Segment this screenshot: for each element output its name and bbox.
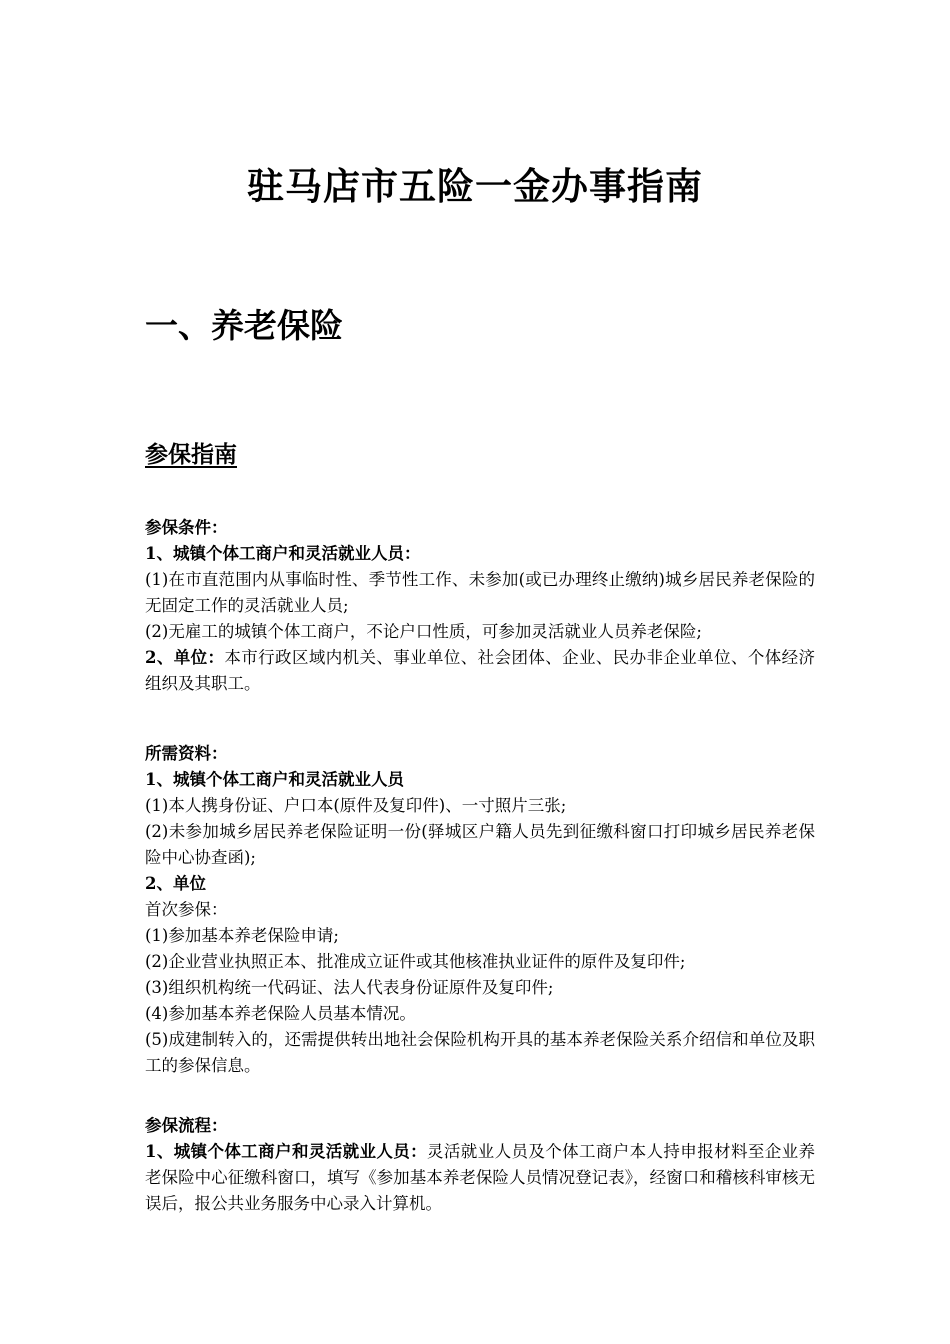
conditions-item2-heading: 2、单位： — [145, 648, 225, 667]
materials-item2-line1: (1)参加基本养老保险申请; — [145, 926, 339, 945]
materials-label: 所需资料： — [145, 744, 228, 763]
process-item1 — [145, 1139, 815, 1217]
section-heading-pension: 一、养老保险 — [145, 306, 343, 345]
conditions-section — [145, 515, 815, 697]
materials-item1-line1: (1)本人携身份证、户口本(原件及复印件)、一寸照片三张; — [145, 796, 567, 815]
conditions-label: 参保条件： — [145, 518, 228, 537]
subsection-heading-guide: 参保指南 — [145, 441, 237, 468]
materials-first-time: 首次参保： — [145, 900, 228, 919]
materials-item2-heading: 2、单位 — [145, 874, 206, 893]
materials-item2-line4: (4)参加基本养老保险人员基本情况。 — [145, 1004, 416, 1023]
process-section — [145, 1113, 815, 1217]
conditions-item1-line2: (2)无雇工的城镇个体工商户，不论户口性质，可参加灵活就业人员养老保险; — [145, 622, 702, 641]
process-label: 参保流程： — [145, 1116, 228, 1135]
materials-item1-line2: (2)未参加城乡居民养老保险证明一份(驿城区户籍人员先到征缴科窗口打印城乡居民养老保险中心协查函); — [145, 822, 815, 867]
conditions-item1-heading: 1、城镇个体工商户和灵活就业人员： — [145, 544, 421, 563]
materials-section — [145, 741, 815, 1079]
process-item1-heading: 1、城镇个体工商户和灵活就业人员： — [145, 1142, 428, 1161]
materials-item2-line3: (3)组织机构统一代码证、法人代表身份证原件及复印件; — [145, 978, 554, 997]
conditions-item2 — [145, 645, 815, 697]
document-title: 驻马店市五险一金办事指南 — [247, 164, 703, 208]
materials-item2-line5: (5)成建制转入的，还需提供转出地社会保险机构开具的基本养老保险关系介绍信和单位及职工的参保信息。 — [145, 1030, 815, 1075]
conditions-item1-line1: (1)在市直范围内从事临时性、季节性工作、未参加(或已办理终止缴纳)城乡居民养老保险的无固定工作的灵活就业人员; — [145, 570, 815, 615]
materials-item2-line2: (2)企业营业执照正本、批准成立证件或其他核准执业证件的原件及复印件; — [145, 952, 686, 971]
materials-item1-heading: 1、城镇个体工商户和灵活就业人员 — [145, 770, 404, 789]
conditions-item2-text: 本市行政区域内机关、事业单位、社会团体、企业、民办非企业单位、个体经济组织及其职工。 — [145, 648, 815, 693]
process-item1-text: 灵活就业人员及个体工商户本人持申报材料至企业养老保险中心征缴科窗口，填写《参加基本养老保险人员情况登记表》，经窗口和稽核科审核无误后，报公共业务服务中心录入计算机。 — [145, 1142, 816, 1213]
